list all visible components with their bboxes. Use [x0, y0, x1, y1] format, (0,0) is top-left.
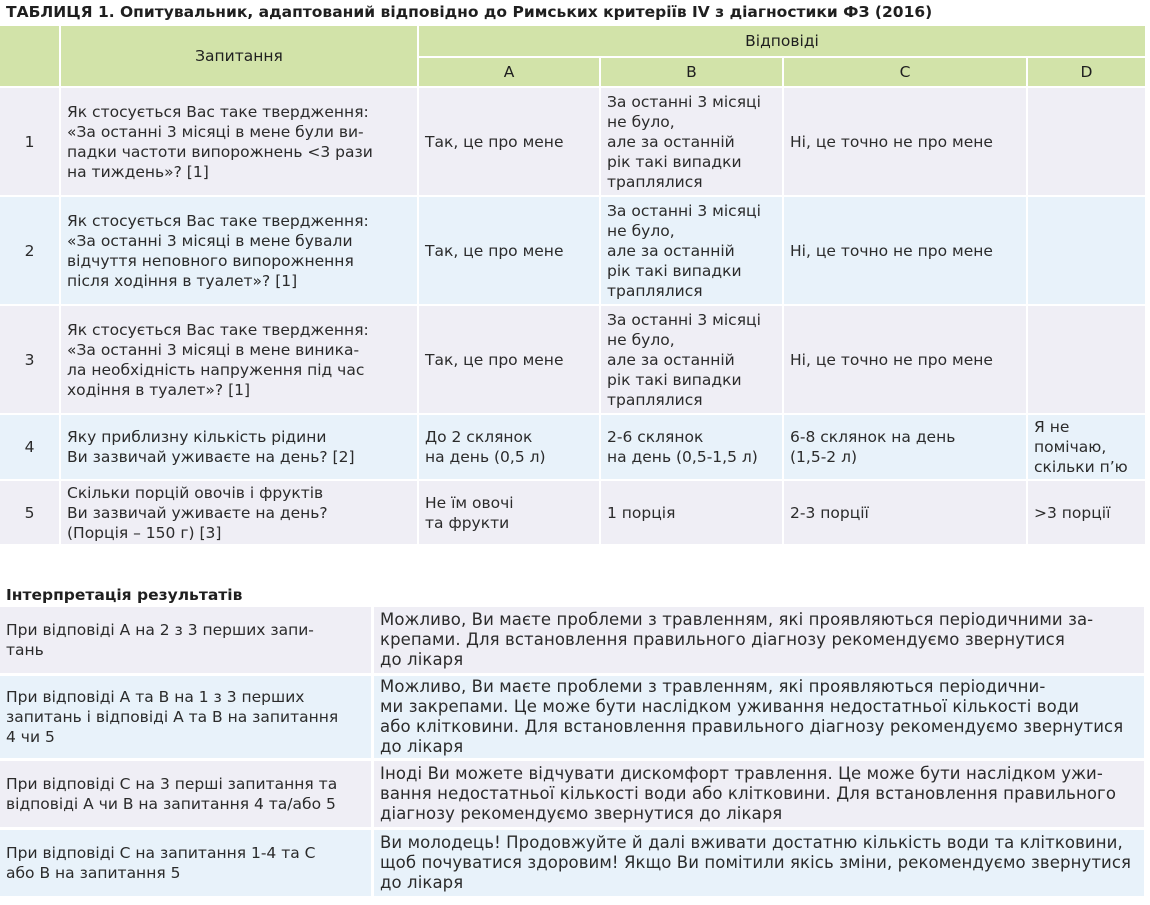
interpretation-title: Інтерпретація результатів — [6, 586, 243, 604]
interpretation-result: Іноді Ви можете відчувати дискомфорт травлення. Це може бути наслідком ужи- вання недостатньої кількості води або клітковини. Для встановлення правильного діагнозу рекомендуємо звернутися до лікаря — [374, 761, 1147, 830]
interpretation-result: Ви молодець! Продовжуйте й далі вживати достатню кількість води та клітковини, щоб почуватися здоровим! Якщо Ви помітили якісь зміни, рекомендуємо звернутися до лікаря — [374, 830, 1147, 899]
interpretation-row — [0, 830, 1147, 899]
answer-b: За останні 3 місяці не було, але за останній рік такі випадки траплялися — [601, 306, 784, 415]
interpretation-row — [0, 761, 1147, 830]
question-text: Скільки порцій овочів і фруктів Ви зазвичай уживаєте на день? (Порція – 150 г) [3] — [61, 481, 419, 546]
interpretation-result: Можливо, Ви маєте проблеми з травленням, які проявляються періодични- ми закрепами. Це може бути наслідком уживання недостатньої кількості води або клітковини. Для встановлення правильного діагнозу рекомендуємо звернутися до лікаря — [374, 676, 1147, 761]
answer-a: Так, це про мене — [419, 88, 601, 197]
table-row — [0, 306, 1147, 415]
interpretation-row — [0, 607, 1147, 676]
answer-d — [1028, 306, 1147, 415]
header-col-b: B — [601, 58, 784, 88]
question-text: Як стосується Вас таке твердження: «За останні 3 місяці в мене були ви- падки частоти випорожнень <3 рази на тиждень»? [1] — [61, 88, 419, 197]
table-row — [0, 415, 1147, 481]
header-blank — [0, 26, 61, 88]
table-row — [0, 197, 1147, 306]
question-text: Яку приблизну кількість рідини Ви зазвичай уживаєте на день? [2] — [61, 415, 419, 481]
interpretation-condition: При відповіді А та В на 1 з 3 перших запитань і відповіді А та В на запитання 4 чи 5 — [0, 676, 374, 761]
answer-d: Я не помічаю, скільки п’ю — [1028, 415, 1147, 481]
header-col-c: C — [784, 58, 1028, 88]
answer-b: 2-6 склянок на день (0,5-1,5 л) — [601, 415, 784, 481]
interpretation-condition: При відповіді С на запитання 1-4 та С або В на запитання 5 — [0, 830, 374, 899]
answer-a: Не їм овочі та фрукти — [419, 481, 601, 546]
header-answers: Відповіді — [419, 26, 1147, 58]
row-number: 4 — [0, 415, 61, 481]
answer-c: 2-3 порції — [784, 481, 1028, 546]
answer-b: За останні 3 місяці не було, але за останній рік такі випадки траплялися — [601, 197, 784, 306]
answer-c: Ні, це точно не про мене — [784, 306, 1028, 415]
interpretation-result: Можливо, Ви маєте проблеми з травленням, які проявляються періодичними за- крепами. Для встановлення правильного діагнозу рекомендуємо звернутися до лікаря — [374, 607, 1147, 676]
interpretation-condition: При відповіді А на 2 з 3 перших запи- тань — [0, 607, 374, 676]
answer-c: Ні, це точно не про мене — [784, 197, 1028, 306]
table-row — [0, 481, 1147, 546]
interpretation-table — [0, 607, 1147, 899]
answer-a: Так, це про мене — [419, 197, 601, 306]
answer-d — [1028, 88, 1147, 197]
header-col-a: A — [419, 58, 601, 88]
row-number: 1 — [0, 88, 61, 197]
row-number: 2 — [0, 197, 61, 306]
questionnaire-table — [0, 26, 1147, 546]
table-row — [0, 88, 1147, 197]
answer-b: 1 порція — [601, 481, 784, 546]
header-col-d: D — [1028, 58, 1147, 88]
table-title: ТАБЛИЦЯ 1. Опитувальник, адаптований відповідно до Римських критеріїв IV з діагностики ФЗ (2016) — [6, 3, 933, 21]
answer-c: Ні, це точно не про мене — [784, 88, 1028, 197]
answer-c: 6-8 склянок на день (1,5-2 л) — [784, 415, 1028, 481]
question-text: Як стосується Вас таке твердження: «За останні 3 місяці в мене бували відчуття неповного випорожнення після ходіння в туалет»? [1] — [61, 197, 419, 306]
answer-a: Так, це про мене — [419, 306, 601, 415]
row-number: 5 — [0, 481, 61, 546]
answer-d: >3 порції — [1028, 481, 1147, 546]
answer-d — [1028, 197, 1147, 306]
header-question: Запитання — [61, 26, 419, 88]
interpretation-row — [0, 676, 1147, 761]
interpretation-condition: При відповіді С на 3 перші запитання та відповіді А чи В на запитання 4 та/або 5 — [0, 761, 374, 830]
question-text: Як стосується Вас таке твердження: «За останні 3 місяці в мене виника- ла необхідність напруження під час ходіння в туалет»? [1] — [61, 306, 419, 415]
answer-b: За останні 3 місяці не було, але за останній рік такі випадки траплялися — [601, 88, 784, 197]
answer-a: До 2 склянок на день (0,5 л) — [419, 415, 601, 481]
row-number: 3 — [0, 306, 61, 415]
